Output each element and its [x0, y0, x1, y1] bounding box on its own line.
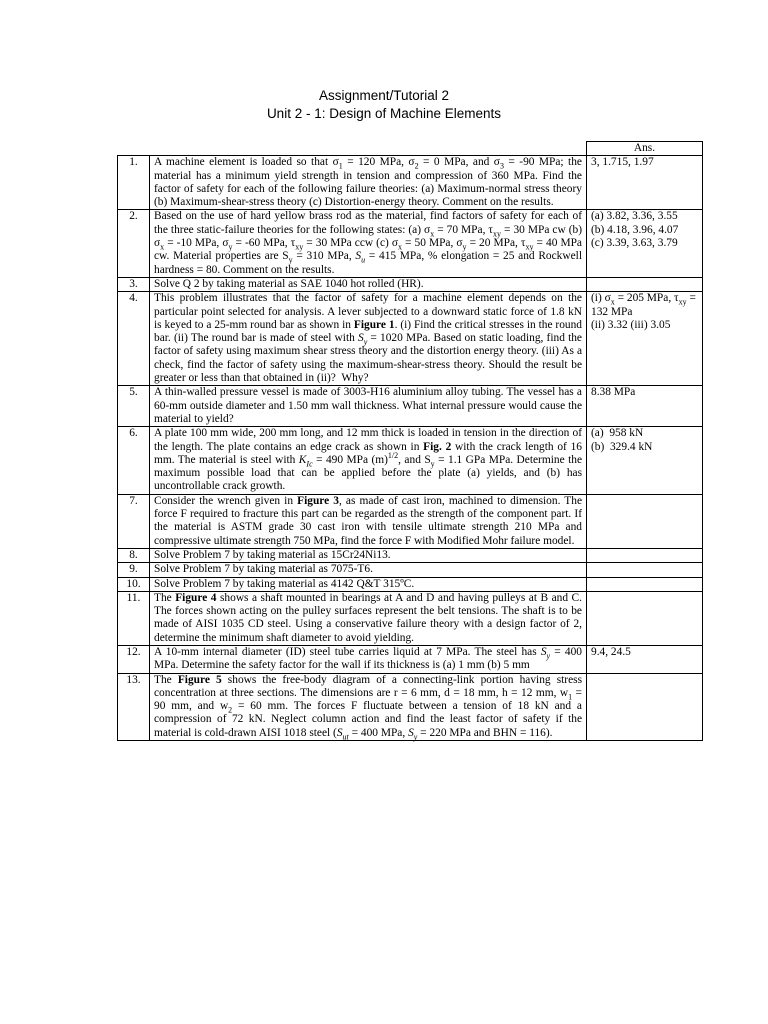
- question-number: 5.: [118, 386, 150, 427]
- answer-text: [587, 563, 703, 577]
- table-row: [118, 591, 703, 645]
- answer-text: (a) 958 kN (b) 329.4 kN: [587, 427, 703, 494]
- answer-text: 9.4, 24.5: [587, 645, 703, 673]
- answer-text: 8.38 MPa: [587, 386, 703, 427]
- table-row: [118, 427, 703, 494]
- table-row: [118, 563, 703, 577]
- answer-text: [587, 494, 703, 548]
- question-text: Consider the wrench given in Figure 3, as made of cast iron, machined to dimension. The force F required to fracture this part can be regarded as the strength of the component part. If the material is ASTM grade 30 cast iron with tensile ultimate strength 210 MPa and compressive ultimate strength 750 MPa, find the force F with Modified Mohr failure model.: [150, 494, 587, 548]
- question-number: 6.: [118, 427, 150, 494]
- question-text: The Figure 5 shows the free-body diagram of a connecting-link portion having stress concentration at three sections. The dimensions are r = 6 mm, d = 18 mm, h = 12 mm, $w_1 = 90$ mm, and $w_2 = 60$ mm. The forces F fluctuate between a tension of 18 kN and a compression of 72 kN. Neglect column action and find the least factor of safety if the material is cold-drawn AISI 1018 steel ($S_{ut} = 400$ MPa, $S_y = 220$ MPa and BHN = 116).: [150, 673, 587, 740]
- question-number: 4.: [118, 292, 150, 386]
- answer-text: [587, 673, 703, 740]
- table-row: [118, 156, 703, 210]
- answer-text: [587, 277, 703, 291]
- question-text: A 10-mm internal diameter (ID) steel tube carries liquid at 7 MPa. The steel has $S_y = 400$ MPa. Determine the safety factor for the wall if its thickness is (a) 1 mm (b) 5 mm: [150, 645, 587, 673]
- question-text: Solve Problem 7 by taking material as 4142 Q&T 315ºC.: [150, 577, 587, 591]
- question-number: 8.: [118, 548, 150, 562]
- tutorial-table: [117, 141, 703, 741]
- question-text: This problem illustrates that the factor of safety for a machine element depends on the particular point selected for analysis. A lever subjected to a downward static force of 1.8 kN is keyed to a 25-mm round bar as shown in Figure 1. (i) Find the critical stresses in the round bar. (ii) The round bar is made of steel with $S_y = 1020$ MPa. Based on static loading, find the factor of safety using maximum shear stress theory and the distortion energy theory. (iii) As a check, find the factor of safety using the maximum-shear-stress theory. Should the result be greater or less than that obtained in (ii)? Why?: [150, 292, 587, 386]
- question-number: 7.: [118, 494, 150, 548]
- question-text: A plate 100 mm wide, 200 mm long, and 12 mm thick is loaded in tension in the direction of the length. The plate contains an edge crack as shown in Fig. 2 with the crack length of 16 mm. The material is steel with $K_{Ic} = 490$ MPa $(m)^{1/2}$, and $S_y = 1.1$ GPa MPa. Determine the maximum possible load that can be applied before the plate (a) yields, and (b) has uncontrollable crack growth.: [150, 427, 587, 494]
- table-row: [118, 277, 703, 291]
- answer-text: (a) 3.82, 3.36, 3.55 (b) 4.18, 3.96, 4.07 (c) 3.39, 3.63, 3.79: [587, 210, 703, 277]
- question-number: 10.: [118, 577, 150, 591]
- header-blank-cell: [150, 142, 587, 156]
- answer-text: [587, 577, 703, 591]
- table-row: [118, 577, 703, 591]
- page-subtitle: Unit 2 - 1: Design of Machine Elements: [266, 106, 502, 121]
- question-text: Solve Q 2 by taking material as SAE 1040 hot rolled (HR).: [150, 277, 587, 291]
- question-number: 13.: [118, 673, 150, 740]
- table-row: [118, 386, 703, 427]
- question-number: 12.: [118, 645, 150, 673]
- header-blank-cell: [118, 142, 150, 156]
- table-row: [118, 548, 703, 562]
- answer-text: [587, 548, 703, 562]
- page-title: Assignment/Tutorial 2: [318, 88, 450, 103]
- table-row: [118, 673, 703, 740]
- question-text: Solve Problem 7 by taking material as 15Cr24Ni13.: [150, 548, 587, 562]
- answer-text: (i) $\sigma_x = 205$ MPa, $\tau_{xy} = 132$ MPa (ii) 3.32 (iii) 3.05: [587, 292, 703, 386]
- question-text: The Figure 4 shows a shaft mounted in bearings at A and D and having pulleys at B and C. The forces shown acting on the pulley surfaces represent the belt tensions. The shaft is to be made of AISI 1035 CD steel. Using a conservative failure theory with a design factor of 2, determine the minimum shaft diameter to avoid yielding.: [150, 591, 587, 645]
- question-number: 11.: [118, 591, 150, 645]
- question-number: 9.: [118, 563, 150, 577]
- table-row: [118, 292, 703, 386]
- table-row: [118, 210, 703, 277]
- answer-column-header: Ans.: [587, 142, 703, 156]
- question-number: 3.: [118, 277, 150, 291]
- question-text: A thin-walled pressure vessel is made of 3003-H16 aluminium alloy tubing. The vessel has a 60-mm outside diameter and 1.50 mm wall thickness. What internal pressure would cause the material to yield?: [150, 386, 587, 427]
- question-text: Solve Problem 7 by taking material as 7075-T6.: [150, 563, 587, 577]
- question-number: 2.: [118, 210, 150, 277]
- question-number: 1.: [118, 156, 150, 210]
- answer-text: [587, 591, 703, 645]
- table-row: [118, 494, 703, 548]
- question-text: A machine element is loaded so that $\sigma_1 = 120$ MPa, $\sigma_2 = 0$ MPa, and $\sigma_3 = -90$ MPa; the material has a minimum yield strength in tension and compression of 360 MPa. Find the factor of safety for each of the following failure theories: (a) Maximum-normal stress theory (b) Maximum-shear-stress theory (c) Distortion-energy theory. Comment on the results.: [150, 156, 587, 210]
- answer-text: 3, 1.715, 1.97: [587, 156, 703, 210]
- table-header-row: [118, 142, 703, 156]
- table-row: [118, 645, 703, 673]
- question-text: Based on the use of hard yellow brass rod as the material, find factors of safety for each of the three static-failure theories for the following states: (a) $\sigma_x = 70$ MPa, $\tau_{xy} = 30$ MPa cw (b) $\sigma_x = -10$ MPa, $\sigma_y = -60$ MPa, $\tau_{xy} = 30$ MPa ccw (c) $\sigma_x = 50$ MPa, $\sigma_y = 20$ MPa, $\tau_{xy} = 40$ MPa cw. Material properties are $S_y = 310$ MPa, $S_u = 415$ MPa, % elongation = 25 and Rockwell hardness = 80. Comment on the results.: [150, 210, 587, 277]
